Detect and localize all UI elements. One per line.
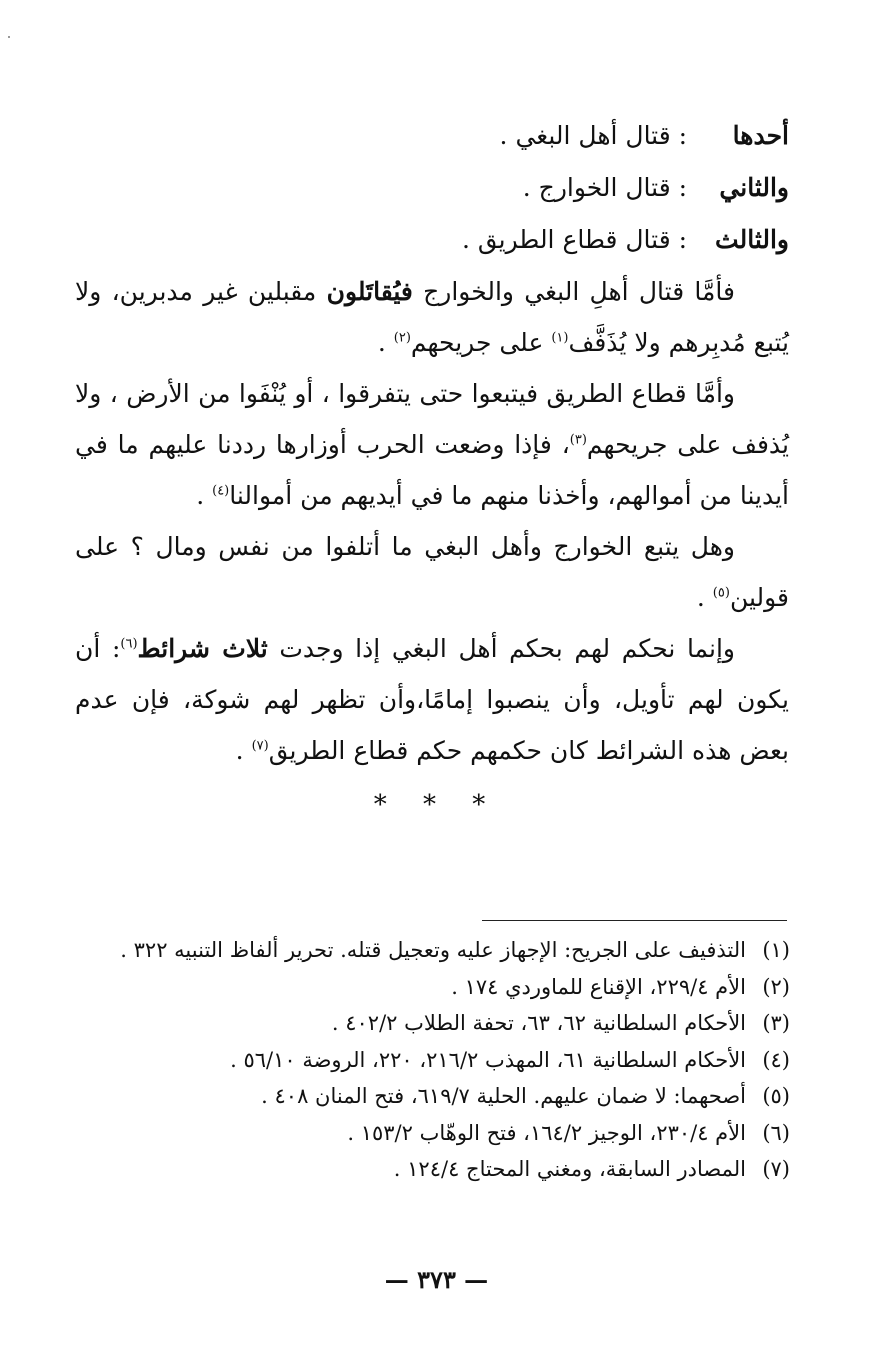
definition-text: : قتال أهل البغي . (499, 121, 688, 150)
footnote-number: (٧) (762, 1157, 790, 1181)
footnote-number: (٦) (762, 1120, 790, 1145)
footnote-number: (٤) (762, 1047, 790, 1072)
footnote-ref: (٦) (120, 636, 138, 652)
text-run: . (196, 481, 213, 510)
definition-term: والثاني (719, 173, 789, 202)
text-run: على جريحهم (410, 328, 552, 357)
definition-term: أحدها (732, 121, 789, 150)
footnote-text: المصادر السابقة، ومغني المحتاج ١٢٤/٤ . (393, 1157, 746, 1181)
footnote-ref: (١) (551, 330, 569, 346)
definition-line (75, 214, 789, 266)
footnote-text: الأحكام السلطانية ٦١، المهذب ٢١٦/٢، ٢٢٠، الروضة ٥٦/١٠ . (230, 1047, 746, 1072)
footnote-number: (٢) (762, 974, 790, 999)
footnote-ref: (٧) (251, 738, 269, 754)
footnote (80, 1151, 790, 1188)
footnote-ref: (٤) (212, 483, 230, 499)
section-separator: * * * (373, 790, 500, 820)
paragraph (75, 368, 789, 521)
definition-term: والثالث (715, 225, 789, 254)
text-run: : أن يكون لهم تأويل، وأن ينصبوا إمامًا،وأن تظهر لهم شوكة، فإن عدم بعض هذه الشرائط كان حكمهم حكم قطاع الطريق (75, 634, 789, 765)
footnote-number: (٥) (762, 1084, 790, 1108)
text-run: وإنما نحكم لهم بحكم أهل البغي إذا وجدت (267, 634, 735, 663)
footnote-rule (482, 920, 787, 921)
main-text (75, 110, 789, 776)
footnote-text: التذفيف على الجريح: الإجهاز عليه وتعجيل قتله. تحرير ألفاظ التنبيه ٣٢٢ . (120, 938, 746, 962)
footnote (80, 1078, 790, 1115)
paragraph (75, 521, 789, 623)
definition-text: : قتال الخوارج . (522, 173, 688, 202)
paragraph (75, 623, 789, 776)
text-run: . (235, 736, 252, 765)
text-run: . (696, 583, 713, 612)
text-run: . (377, 328, 394, 357)
page-number: — ٣٧٣ — (384, 1265, 489, 1294)
definition-text: : قتال قطاع الطريق . (461, 225, 688, 254)
footnote-ref: (٣) (569, 432, 587, 448)
footnote (80, 1005, 790, 1042)
footnote-text: الأم ٢٣٠/٤، الوجيز ١٦٤/٢، فتح الوهّاب ١٥٣/٢ . (347, 1120, 746, 1145)
footnote (80, 1115, 790, 1152)
paragraph (75, 266, 789, 368)
text-run: مقبلين غير مدبرين، ولا يُتبع مُدبِرهم ولا يُذَفَّف (75, 277, 789, 357)
footnote-number: (١) (762, 938, 790, 962)
text-run: وأمَّا قطاع الطريق فيتبعوا حتى يتفرقوا ، أو يُنْفَوا من الأرض ، ولا يُذفف على جريحهم (75, 379, 789, 459)
text-run: وهل يتبع الخوارج وأهل البغي ما أتلفوا من نفس ومال ؟ على قولين (75, 532, 789, 612)
text-run: ، فإذا وضعت الحرب أوزارها رددنا عليهم ما في أيدينا من أموالهم، وأخذنا منهم ما في أيديهم من أموالنا (75, 430, 789, 510)
scan-speck (8, 36, 10, 38)
footnote-ref: (٢) (393, 330, 411, 346)
footnote-number: (٣) (762, 1011, 790, 1035)
footnote-text: الأم ٢٢٩/٤، الإقناع للماوردي ١٧٤ . (451, 974, 746, 999)
text-run: فأمَّا قتال أهلِ البغي والخوارج (412, 277, 735, 306)
definition-line (75, 110, 789, 162)
definition-line (75, 162, 789, 214)
bold-text: فيُقاتَلون (326, 277, 413, 306)
footnote-text: الأحكام السلطانية ٦٢، ٦٣، تحفة الطلاب ٤٠٢/٢ . (331, 1011, 746, 1035)
footnotes (80, 932, 790, 1188)
footnote (80, 932, 790, 969)
bold-text: ثلاث شرائط (137, 634, 268, 663)
footnote-ref: (٥) (712, 585, 730, 601)
footnote-text: أصحهما: لا ضمان عليهم. الحلية ٦١٩/٧، فتح المنان ٤٠٨ . (261, 1084, 746, 1108)
footnote (80, 969, 790, 1006)
footnote (80, 1042, 790, 1079)
